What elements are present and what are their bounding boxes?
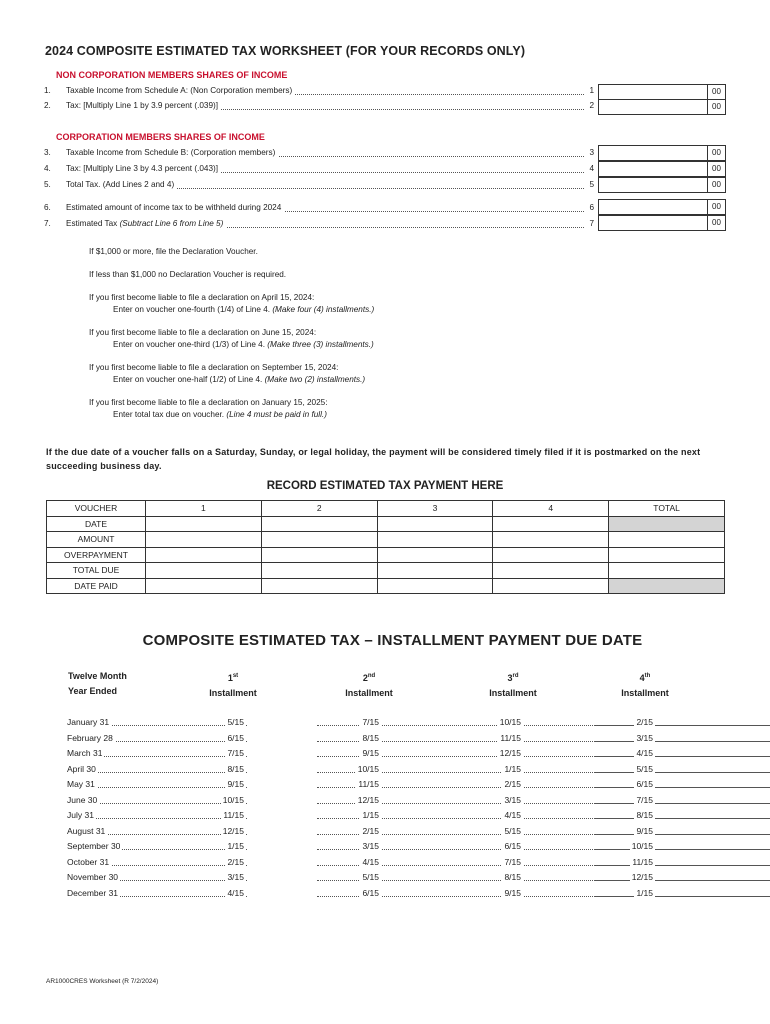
note-january-instruction: Enter total tax due on voucher.: [113, 409, 225, 419]
record-payment-heading: RECORD ESTIMATED TAX PAYMENT HERE: [266, 480, 504, 492]
schedule-installment-2-date: 7/15: [360, 715, 381, 731]
line-text: Estimated amount of income tax to be withheld during 2024: [66, 203, 284, 212]
date-cell[interactable]: [146, 516, 262, 532]
line-ref: 7: [586, 218, 594, 230]
note-april-installments: (Make four (4) installments.): [272, 304, 375, 314]
header-installment-2: [334, 669, 404, 701]
header-line: Year Ended: [68, 686, 118, 696]
header-line: Installment: [621, 688, 669, 698]
cents: 00: [707, 162, 725, 176]
schedule-installment-4-date: 5/15: [634, 762, 655, 778]
schedule-row: [67, 886, 657, 902]
header-ordinal-suffix: th: [644, 673, 651, 679]
header-line: Installment: [209, 688, 257, 698]
overpayment-cell[interactable]: [493, 547, 609, 563]
line-ref: 1: [586, 85, 594, 97]
cents: 00: [707, 216, 725, 230]
line-text: Tax: [Multiply Line 1 by 3.9 percent (.039)]: [66, 101, 221, 110]
schedule-month: May 31: [67, 777, 97, 793]
schedule-installment-4-date: 7/15: [634, 793, 655, 809]
schedule-row: [67, 824, 657, 840]
note-september: [89, 362, 365, 385]
schedule-installment-1-date: 8/15: [225, 762, 246, 778]
line-text: Total Tax. (Add Lines 2 and 4): [66, 180, 177, 189]
schedule-month: October 31: [67, 855, 111, 871]
schedule-installment-2-date: 11/15: [356, 777, 381, 793]
table-row: [47, 547, 725, 563]
line-ref: 6: [586, 202, 594, 214]
amount-cell[interactable]: [377, 532, 493, 548]
schedule-month: August 31: [67, 824, 107, 840]
schedule-installment-1-date: 6/15: [225, 731, 246, 747]
schedule-installment-2-date: 9/15: [360, 746, 381, 762]
line-5: [44, 179, 594, 191]
header-ordinal: 3: [507, 673, 513, 683]
line-3-amount-field[interactable]: [598, 145, 726, 161]
line-ref: 4: [586, 163, 594, 175]
shaded-cell: [609, 578, 725, 594]
total-due-cell[interactable]: [146, 563, 262, 579]
date-paid-cell[interactable]: [261, 578, 377, 594]
schedule-month: July 31: [67, 808, 96, 824]
header-installment-3: [478, 669, 548, 701]
cents: 00: [707, 85, 725, 99]
note-june: [89, 327, 374, 350]
line-number: 5.: [44, 180, 51, 189]
row-label: AMOUNT: [47, 532, 146, 548]
schedule-installment-4-date: 10/15: [630, 839, 655, 855]
schedule-installment-3-date: 3/15: [502, 793, 523, 809]
header-installment-4: [610, 669, 680, 701]
column-header: 2: [261, 501, 377, 517]
note-threshold-none: If less than $1,000 no Declaration Voucher is required.: [89, 270, 287, 279]
schedule-installment-3-date: 2/15: [502, 777, 523, 793]
line-text: Taxable Income from Schedule A: (Non Corporation members): [66, 86, 295, 95]
schedule-installment-1-date: 9/15: [225, 777, 246, 793]
note-january-installments: (Line 4 must be paid in full.): [226, 409, 327, 419]
line-number: 6.: [44, 203, 51, 212]
overpayment-cell[interactable]: [377, 547, 493, 563]
schedule-row: [67, 839, 657, 855]
schedule-installment-1-date: 1/15: [225, 839, 246, 855]
schedule-installment-3-date: 5/15: [502, 824, 523, 840]
schedule-row: [67, 855, 657, 871]
schedule-installment-3-date: 8/15: [502, 870, 523, 886]
line-text: Estimated Tax: [66, 219, 118, 228]
header-ordinal-suffix: nd: [367, 673, 376, 679]
table-row: [47, 501, 725, 517]
row-label: VOUCHER: [47, 501, 146, 517]
row-label: DATE PAID: [47, 578, 146, 594]
schedule-installment-4-date: 3/15: [634, 731, 655, 747]
schedule-installment-3-date: 9/15: [502, 886, 523, 902]
schedule-installment-3-date: 6/15: [502, 839, 523, 855]
line-7-amount-field[interactable]: [598, 215, 726, 231]
schedule-installment-3-date: 12/15: [498, 746, 523, 762]
line-6-amount-field[interactable]: [598, 199, 726, 215]
schedule-installment-2-date: 12/15: [356, 793, 381, 809]
date-paid-cell[interactable]: [377, 578, 493, 594]
schedule-month: September 30: [67, 839, 122, 855]
note-june-line: If you first become liable to file a declaration on June 15, 2024:: [89, 328, 317, 337]
amount-cell[interactable]: [146, 532, 262, 548]
schedule-installment-3-date: 11/15: [498, 731, 523, 747]
header-ordinal-suffix: st: [232, 673, 239, 679]
column-header: 4: [493, 501, 609, 517]
column-header: 3: [377, 501, 493, 517]
installment-due-heading: COMPOSITE ESTIMATED TAX – INSTALLMENT PAYMENT DUE DATE: [142, 632, 643, 649]
schedule-month: June 30: [67, 793, 99, 809]
schedule-row: [67, 746, 657, 762]
line-2: [44, 100, 594, 112]
overpayment-cell[interactable]: [261, 547, 377, 563]
schedule-installment-4-date: 1/15: [634, 886, 655, 902]
schedule-installment-4-date: 9/15: [634, 824, 655, 840]
date-cell[interactable]: [261, 516, 377, 532]
schedule-installment-2-date: 4/15: [360, 855, 381, 871]
schedule-month: November 30: [67, 870, 120, 886]
form-footer: AR1000CRES Worksheet (R 7/2/2024): [46, 978, 159, 985]
table-row: [47, 578, 725, 594]
header-ordinal-suffix: rd: [512, 673, 519, 679]
schedule-installment-2-date: 2/15: [360, 824, 381, 840]
date-cell[interactable]: [377, 516, 493, 532]
line-6: [44, 202, 594, 214]
schedule-installment-4-date: 11/15: [630, 855, 655, 871]
note-september-line: If you first become liable to file a declaration on September 15, 2024:: [89, 363, 339, 372]
total-due-cell[interactable]: [261, 563, 377, 579]
line-number: 1.: [44, 86, 51, 95]
schedule-installment-4-date: 6/15: [634, 777, 655, 793]
line-3: [44, 147, 594, 159]
schedule-installment-2-date: 1/15: [360, 808, 381, 824]
schedule-installment-2-date: 3/15: [360, 839, 381, 855]
note-june-installments: (Make three (3) installments.): [267, 339, 374, 349]
header-year-ended: [68, 669, 127, 699]
row-label: DATE: [47, 516, 146, 532]
column-header: 1: [146, 501, 262, 517]
column-header: TOTAL: [609, 501, 725, 517]
amount-total-cell[interactable]: [609, 532, 725, 548]
schedule-installment-4-date: 2/15: [634, 715, 655, 731]
schedule-month: December 31: [67, 886, 120, 902]
header-line: Twelve Month: [68, 671, 127, 681]
line-ref: 3: [586, 147, 594, 159]
note-april-instruction: Enter on voucher one-fourth (1/4) of Line 4.: [113, 304, 271, 314]
date-paid-cell[interactable]: [493, 578, 609, 594]
section-heading-non-corporation: NON CORPORATION MEMBERS SHARES OF INCOME: [56, 70, 288, 80]
table-row: [47, 563, 725, 579]
schedule-month: March 31: [67, 746, 104, 762]
schedule-month: April 30: [67, 762, 98, 778]
header-ordinal: 4: [639, 673, 645, 683]
overpayment-cell[interactable]: [146, 547, 262, 563]
date-paid-cell[interactable]: [146, 578, 262, 594]
amount-cell[interactable]: [261, 532, 377, 548]
schedule-installment-2-date: 10/15: [356, 762, 381, 778]
line-text: Taxable Income from Schedule B: (Corporation members): [66, 148, 278, 157]
line-ref: 2: [586, 100, 594, 112]
shaded-cell: [609, 516, 725, 532]
schedule-installment-1-date: 10/15: [221, 793, 246, 809]
line-5-amount-field[interactable]: [598, 177, 726, 193]
note-april: [89, 292, 374, 315]
note-september-instruction: Enter on voucher one-half (1/2) of Line 4.: [113, 374, 263, 384]
line-2-amount-field[interactable]: [598, 99, 726, 115]
line-text: Tax: [Multiply Line 3 by 4.3 percent (.043)]: [66, 164, 221, 173]
schedule-installment-3-date: 4/15: [502, 808, 523, 824]
schedule-installment-2-date: 6/15: [360, 886, 381, 902]
header-line: Installment: [489, 688, 537, 698]
schedule-installment-3-date: 10/15: [498, 715, 523, 731]
header-installment-1: [198, 669, 268, 701]
schedule-installment-4-date: 4/15: [634, 746, 655, 762]
line-number: 7.: [44, 219, 51, 228]
line-number: 3.: [44, 148, 51, 157]
schedule-installment-1-date: 5/15: [225, 715, 246, 731]
table-row: [47, 516, 725, 532]
line-number: 4.: [44, 164, 51, 173]
schedule-installment-1-date: 12/15: [221, 824, 246, 840]
schedule-row: [67, 762, 657, 778]
schedule-installment-1-date: 3/15: [225, 870, 246, 886]
amount-cell[interactable]: [493, 532, 609, 548]
date-cell[interactable]: [493, 516, 609, 532]
cents: 00: [707, 146, 725, 160]
note-april-line: If you first become liable to file a declaration on April 15, 2024:: [89, 293, 315, 302]
table-row: [47, 532, 725, 548]
page-title: 2024 COMPOSITE ESTIMATED TAX WORKSHEET (FOR YOUR RECORDS ONLY): [45, 44, 526, 58]
schedule-installment-3-date: 7/15: [502, 855, 523, 871]
schedule-installment-3-date: 1/15: [502, 762, 523, 778]
section-heading-corporation: CORPORATION MEMBERS SHARES OF INCOME: [56, 132, 265, 142]
schedule-installment-1-date: 11/15: [221, 808, 246, 824]
total-due-total-cell[interactable]: [609, 563, 725, 579]
line-1-amount-field[interactable]: [598, 84, 726, 100]
schedule-row: [67, 715, 657, 731]
note-september-installments: (Make two (2) installments.): [264, 374, 366, 384]
line-4: [44, 163, 594, 175]
overpayment-total-cell[interactable]: [609, 547, 725, 563]
schedule-installment-2-date: 8/15: [360, 731, 381, 747]
schedule-month: February 28: [67, 731, 115, 747]
line-ref: 5: [586, 179, 594, 191]
note-january: [89, 397, 328, 420]
total-due-cell[interactable]: [377, 563, 493, 579]
schedule-row: [67, 808, 657, 824]
line-text-note: (Subtract Line 6 from Line 5): [119, 219, 224, 228]
cents: 00: [707, 100, 725, 114]
schedule-month: January 31: [67, 715, 111, 731]
row-label: TOTAL DUE: [47, 563, 146, 579]
schedule-row: [67, 731, 657, 747]
schedule-row: [67, 777, 657, 793]
note-june-instruction: Enter on voucher one-third (1/3) of Line 4.: [113, 339, 266, 349]
schedule-installment-2-date: 5/15: [360, 870, 381, 886]
schedule-installment-1-date: 7/15: [225, 746, 246, 762]
schedule-installment-1-date: 4/15: [225, 886, 246, 902]
row-label: OVERPAYMENT: [47, 547, 146, 563]
schedule-installment-4-date: 8/15: [634, 808, 655, 824]
line-1: [44, 85, 594, 97]
note-january-line: If you first become liable to file a declaration on January 15, 2025:: [89, 398, 328, 407]
cents: 00: [707, 200, 725, 214]
line-4-amount-field[interactable]: [598, 161, 726, 177]
header-ordinal: 2: [362, 673, 368, 683]
header-line: Installment: [345, 688, 393, 698]
header-ordinal: 1: [227, 673, 233, 683]
schedule-installment-1-date: 2/15: [225, 855, 246, 871]
due-date-warning: If the due date of a voucher falls on a Saturday, Sunday, or legal holiday, the payment will be considered timely filed if it is postmarked on the next succeeding business day.: [46, 447, 701, 471]
total-due-cell[interactable]: [493, 563, 609, 579]
schedule-row: [67, 870, 657, 886]
schedule-installment-4-date: 12/15: [630, 870, 655, 886]
payment-record-table: [46, 500, 725, 594]
schedule-row: [67, 793, 657, 809]
line-number: 2.: [44, 101, 51, 110]
cents: 00: [707, 178, 725, 192]
note-threshold-file: If $1,000 or more, file the Declaration Voucher.: [89, 247, 258, 256]
line-7: [44, 218, 594, 230]
